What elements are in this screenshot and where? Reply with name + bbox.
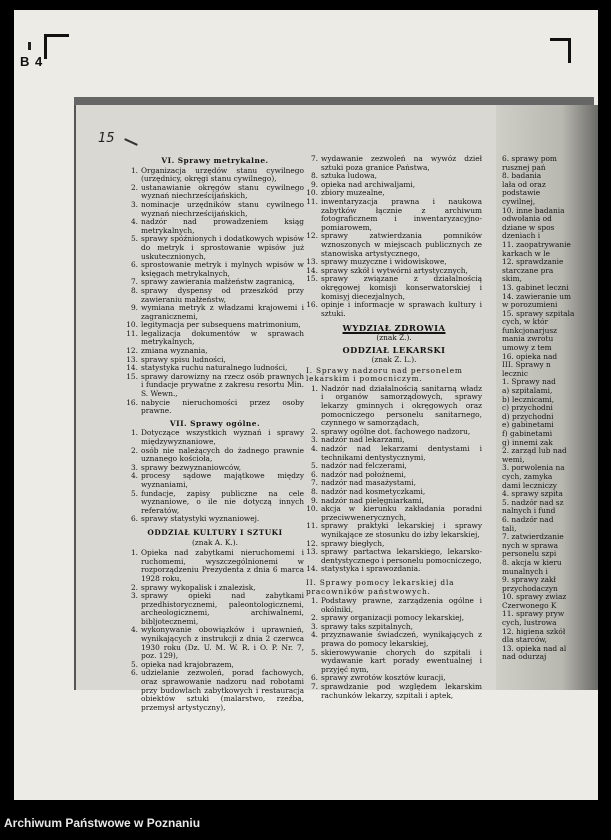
item-number: 7. (310, 154, 318, 163)
item-text: statystyka i sprawozdania. (321, 564, 421, 574)
fragment-line: 7. zatwierdzanie (502, 532, 564, 542)
item-text: skierowywanie chorych do szpitali i wydawanie kart porady ewentualnej i przyjęć nym, (321, 647, 482, 674)
item-text: nadzór nad położnemi, (321, 469, 407, 479)
item-text: opieka nad archiwaljami, (321, 179, 416, 189)
item-number: 6. (130, 514, 138, 524)
fragment-line: cych, zamyka (502, 471, 553, 481)
list-item (126, 549, 304, 583)
handwritten-number: 15 (98, 131, 115, 146)
fragment-line: 11. zaopatrywanie (502, 239, 571, 249)
fragment-line: 8. badania (502, 171, 542, 181)
archive-footer (0, 812, 611, 840)
item-text: nadzór nad lekarzami, (321, 435, 405, 445)
item-number: 5. (130, 234, 138, 244)
fragment-line: starczane pra (502, 265, 554, 275)
corner-mark-top-right (550, 38, 571, 63)
fragment-line: rusznej pań (502, 162, 546, 172)
item-text: wydawanie zezwoleń na wywóz dzieł sztuki poza granice Państwa, (321, 154, 482, 172)
column-3-fragment (502, 155, 602, 662)
list-item (306, 649, 482, 675)
fragment-line: odwołania od (502, 214, 552, 224)
item-number: 6. (310, 469, 318, 479)
list-item (126, 373, 304, 399)
item-text: sprawy taks szpitalnych, (321, 621, 414, 631)
fragment-line: 16. opieka nad (502, 351, 558, 361)
list-metrykalne (126, 167, 304, 416)
item-number: 15. (306, 274, 318, 284)
list-item (306, 548, 482, 565)
item-number: 1. (130, 428, 138, 438)
item-text: sprostowanie metryk i mylnych wpisów w księgach metrykalnych, (141, 260, 304, 278)
item-text: sprawy wykopalisk i znalezisk, (141, 582, 256, 592)
list-kultury (126, 549, 304, 712)
list-item (306, 631, 482, 648)
item-text: nadzór nad masażystami, (321, 478, 416, 488)
item-number: 4. (310, 444, 318, 453)
list-item (126, 235, 304, 261)
item-text: ustanawianie okręgów stanu cywilnego wyznań niechrześcijańskich, (141, 182, 304, 201)
item-number: 3. (130, 462, 138, 472)
fragment-line: munalnych i (502, 566, 548, 576)
section-sub-lekarski: (znak Z. L.). (371, 355, 417, 365)
item-text: sprawy statystyki wyznaniowej. (141, 514, 260, 524)
item-number: 1. (310, 596, 318, 606)
list-item (126, 330, 304, 347)
fragment-line: dzeniach i (502, 231, 541, 241)
item-number: 9. (310, 495, 318, 505)
list-ogolne (126, 429, 304, 524)
list-item (126, 515, 304, 524)
item-text: sztuka ludowa, (321, 171, 378, 181)
item-number: 2. (130, 182, 138, 192)
item-number: 15. (126, 371, 138, 381)
item-text: sprawy spóźnionych i dodatkowych wpisów do metryk i sprostowanie wpisów już uskutecznionych, (141, 234, 304, 261)
item-number: 2. (310, 613, 318, 623)
item-text: udzielanie zezwoleń, porad fachowych, oraz sprawowanie nadzoru nad robotami przy budowlach zabytkowych i restauracja obiektów sztuki (malarstwo, rzeźba, przemysł artystyczny), (141, 668, 304, 712)
fragment-line: skim, (502, 274, 522, 284)
list-item (306, 522, 482, 539)
corner-mark-top-left (44, 34, 69, 59)
list-item (306, 155, 482, 172)
item-text: nominacje urzędników stanu cywilnego wyznań niechrześcijańskich, (141, 199, 304, 218)
fragment-line: cywilnej, (502, 196, 536, 206)
item-number: 3. (130, 591, 138, 601)
fragment-line: dla starców, (502, 635, 547, 645)
margin-mark: B 4 (20, 54, 44, 69)
fragment-line: 6. nadzór nad (502, 514, 554, 524)
fragment-line: 5. nadzór nad sz (502, 497, 564, 507)
item-text: inwentaryzacja prawna i naukowa zabytków łącznie z archiwum fotograficznem i inwentaryzacyjno-pomiarowem, (321, 196, 482, 232)
item-number: 6. (130, 260, 138, 270)
item-number: 10. (126, 320, 138, 330)
item-text: nadzór nad lekarzami dentystami i technikami dentystycznymi, (321, 444, 482, 462)
list-pomocy (306, 597, 482, 700)
item-number: 7. (310, 478, 318, 488)
list-item (306, 301, 482, 318)
fragment-line: 4. sprawy szpita (502, 489, 563, 499)
list-nadzor (306, 385, 482, 574)
fragment-line: cych, lustrowa (502, 618, 557, 628)
list-item (126, 184, 304, 201)
fragment-line: nad odurzaj (502, 652, 547, 662)
item-number: 2. (310, 426, 318, 436)
item-text: sprawy muzyczne i widowiskowe, (321, 257, 447, 267)
item-text: nadzór nad pielęgniarkami, (321, 495, 424, 505)
list-item (306, 565, 482, 574)
item-text: sprawy spisu ludności, (141, 354, 226, 364)
item-text: sprawy organizacji pomocy lekarskiej, (321, 613, 465, 623)
item-number: 12. (126, 346, 138, 356)
document-page (74, 105, 596, 712)
item-text: legitymacja per subsequens matrimonium, (141, 320, 301, 330)
item-text: opieka nad krajobrazem, (141, 659, 234, 669)
section-title-ogolne: VII. Sprawy ogólne. (169, 418, 261, 428)
item-number: 5. (130, 488, 138, 498)
item-text: wykonywanie obowiązków i uprawnień, wynikających z instrukcji z dnia 2 czerwca 1930 roku (Dz. U. M. W. R. i O. P. Nr. 7, poz. 129), (141, 625, 304, 661)
fragment-line: cych, w któr (502, 317, 549, 327)
item-number: 12. (306, 538, 318, 548)
fragment-line: mania zwrotu (502, 334, 554, 344)
fragment-line: 11. sprawy pryw (502, 609, 565, 619)
item-text: sprawy praktyki lekarskiej i sprawy wynikające ze stosunku do izby lekarskiej, (321, 521, 482, 539)
section-title-zdrowia: WYDZIAŁ ZDROWIA (342, 323, 446, 334)
column-2 (306, 155, 482, 700)
item-number: 8. (310, 171, 318, 181)
fragment-line: wemi, (502, 454, 525, 464)
fragment-line: funkcjonarjusz (502, 325, 558, 335)
item-text: wymiana metryk z władzami krajowemi i zagranicznemi, (141, 303, 304, 321)
item-number: 2. (130, 445, 138, 455)
fragment-line: dami leczniczy (502, 480, 557, 490)
list-item (126, 201, 304, 218)
list-item (306, 385, 482, 428)
list-item (126, 669, 304, 712)
item-number: 1. (130, 548, 138, 558)
list-item (306, 445, 482, 462)
item-text: procesy sądowe majątkowe między wyznaniami, (141, 471, 304, 489)
item-number: 12. (306, 231, 318, 241)
fragment-line: b) lecznicami, (502, 394, 555, 404)
section-sub-zdrowia: (znak Z.). (376, 332, 412, 342)
list-item (306, 198, 482, 232)
item-number: 16. (126, 397, 138, 407)
list-item (126, 167, 304, 184)
item-number: 11. (306, 196, 318, 206)
item-number: 3. (130, 199, 138, 209)
fragment-line: personelu szpi (502, 549, 557, 559)
item-number: 7. (130, 277, 138, 287)
section-title-metrykalne: VI. Sprawy metrykalne. (161, 156, 269, 165)
fragment-line: a) szpitalami, (502, 386, 553, 396)
item-text: statystyka ruchu naturalnego ludności, (141, 363, 288, 373)
item-number: 13. (306, 257, 318, 267)
fragment-line: podstawie (502, 188, 541, 198)
item-text: sprawy szkół i wytwórni artystycznych, (321, 265, 468, 275)
scan-edge (598, 10, 611, 800)
item-text: akcja w kierunku zakładania poradni przeciwwenerycznych, (321, 504, 482, 522)
fragment-line: lecznic (502, 368, 529, 378)
handwritten-mark (124, 138, 138, 146)
fragment-line: III. Sprawy n (502, 360, 551, 370)
item-text: nadzór nad kosmetyczkami, (321, 486, 426, 496)
registration-tick (28, 42, 31, 50)
column-1 (126, 155, 304, 712)
item-text: przyznawanie świadczeń, wynikających z prawa do pomocy lekarskiej, (321, 630, 482, 649)
item-number: 8. (310, 486, 318, 496)
list-item (306, 275, 482, 301)
fragment-line: umowy z tem (502, 343, 552, 353)
fragment-line: 3. porwolenia na (502, 463, 565, 473)
item-number: 13. (306, 547, 318, 557)
item-text: sprawy biegłych, (321, 538, 385, 548)
item-text: sprawy związane z działalnością okręgowej komisji konserwatorskiej i komisyj diecezjalnych, (321, 274, 482, 301)
item-number: 2. (130, 582, 138, 592)
item-number: 7. (310, 682, 318, 692)
list-item (126, 429, 304, 446)
fragment-line: 13. gabinet leczni (502, 282, 569, 292)
item-text: sprawdzanie pod względem lekarskim rachunków lekarzy, szpitali i aptek, (321, 682, 482, 700)
item-text: sprawy zwrotów kosztów kuracji, (321, 673, 446, 683)
fragment-line: 14. zawieranie um (502, 291, 572, 301)
fragment-line: dziane w spos (502, 222, 555, 232)
fragment-line: e) gabinetami (502, 420, 554, 430)
list-item (126, 490, 304, 516)
item-text: nabycie nieruchomości przez osoby prawne. (141, 397, 304, 416)
fragment-line: 15. sprawy szpitala (502, 308, 575, 318)
item-number: 5. (130, 659, 138, 669)
item-text: sprawy bezwyznaniowców, (141, 462, 242, 472)
list-item (126, 592, 304, 626)
list-item (126, 626, 304, 660)
item-number: 14. (126, 363, 138, 373)
item-number: 16. (306, 300, 318, 310)
list-item (306, 232, 482, 258)
section-sub-kultury: (znak A. K.). (192, 537, 238, 547)
item-number: 4. (130, 471, 138, 481)
item-text: zmiana wyznania, (141, 346, 208, 356)
list-item (306, 505, 482, 522)
fragment-line: przychodaczyn (502, 583, 558, 593)
item-number: 14. (306, 265, 318, 275)
item-number: 4. (130, 217, 138, 227)
item-number: 6. (130, 668, 138, 678)
item-number: 9. (310, 179, 318, 189)
fragment-line: tali, (502, 523, 517, 533)
fragment-line: 10. inne badania (502, 205, 565, 215)
item-text: nadzór nad prowadzeniem ksiąg metrykalnych, (141, 217, 304, 235)
section-title-kultury: ODDZIAŁ KULTURY I SZTUKI (147, 527, 283, 537)
fragment-line: 12. sprawdzanie (502, 257, 564, 267)
item-text: sprawy opieki nad zabytkami przedhistorycznemi, paleontologicznemi, archeologicznemi, archiwalnemi, bibljotecznemi, (141, 591, 304, 626)
fragment-line: 8. akcja w kieru (502, 557, 562, 567)
item-text: zbiory muzealne, (321, 188, 385, 198)
fragment-line: d) przychodni (502, 411, 554, 421)
item-text: sprawy dyspensy od przeszkód przy zawieraniu małżeństw, (141, 285, 304, 304)
archive-name: Archiwum Państwowe w Poznaniu (4, 816, 201, 830)
item-text: Dotyczące wszystkich wyznań i sprawy międzywyznaniowe, (141, 428, 304, 446)
list-item (126, 304, 304, 321)
item-number: 10. (306, 504, 318, 514)
fragment-line: w porozumieni (502, 300, 558, 310)
item-text: fundacje, zapisy publiczne na cele wyznaniowe, o ile nie dotyczą innych referatów, (141, 488, 304, 515)
item-text: osób nie należących do żadnego prawnie uznanego kościoła, (141, 445, 304, 464)
item-text: sprawy partactwa lekarskiego, lekarsko-dentystycznego i personelu pomocniczego, (321, 547, 482, 565)
list-kultury-cont (306, 155, 482, 318)
list-item (306, 597, 482, 614)
item-text: sprawy darowizny na rzecz osób prawnych i fundacje prywatne z zakresu resortu Min. S. Wewn., (141, 371, 304, 399)
fragment-line: Czerwonego K (502, 600, 557, 610)
list-item (126, 399, 304, 416)
item-number: 8. (130, 285, 138, 295)
fragment-line: f) gabinetami (502, 429, 553, 438)
item-number: 6. (310, 673, 318, 683)
list-item (126, 287, 304, 304)
fragment-line: 6. sprawy pom (502, 154, 557, 163)
section-title-pomocy: II. Sprawy pomocy lekarskiej dla pracowników państwowych. (306, 577, 455, 596)
item-number: 4. (310, 630, 318, 640)
item-text: opinje i informacje w sprawach kultury i sztuki. (321, 300, 482, 318)
item-text: Organizacja urzędów stanu cywilnego (urzędnicy, okręgi stanu cywilnego), (141, 165, 304, 184)
list-item (126, 261, 304, 278)
list-item (126, 218, 304, 235)
item-text: Nadzór nad działalnością sanitarną władz i organów samorządowych, sprawy lekarzy gminnych i okręgowych oraz pomocniczego personelu sanitarnego, czynnego w samorządach, (321, 383, 482, 428)
item-number: 9. (130, 303, 138, 313)
list-item (126, 472, 304, 489)
fragment-line: c) przychodni (502, 403, 553, 413)
fragment-line: nalnych i fund (502, 506, 556, 516)
item-text: Podstawy prawne, zarządzenia ogólne i okólniki, (321, 596, 482, 614)
item-number: 11. (126, 328, 138, 338)
fragment-line: karkach w le (502, 248, 550, 258)
item-number: 5. (310, 461, 318, 471)
fragment-line: 13. opieka nad al (502, 643, 567, 653)
item-number: 4. (130, 625, 138, 635)
item-text: sprawy zatwierdzania pomników wznoszonych w miejscach publicznych ze stanowiska artystycznego, (321, 231, 482, 258)
item-text: Opieka nad zabytkami nieruchomemi i ruchomemi, wyszczególnionemi w rozporządzeniu Prezydenta z dnia 6 marca 1928 roku, (141, 548, 304, 583)
item-number: 11. (306, 521, 318, 531)
item-number: 14. (306, 564, 318, 574)
item-text: sprawy ogólne dot. fachowego nadzoru, (321, 426, 471, 436)
list-item (126, 447, 304, 464)
fragment-line: 9. sprawy zakł (502, 575, 556, 585)
fragment-line: 1. Sprawy nad (502, 377, 556, 387)
fragment-line: 12. higiena szkół (502, 626, 566, 636)
item-number: 5. (310, 647, 318, 657)
fragment-line: g) innemi zak (502, 437, 553, 447)
item-text: nadzór nad felczerami, (321, 461, 407, 471)
section-title-nadzor: I. Sprawy nadzoru nad personelem lekarskim i pomocniczym. (306, 365, 463, 384)
list-item (306, 683, 482, 700)
item-number: 1. (310, 383, 318, 393)
item-number: 3. (310, 621, 318, 631)
fragment-line: nych w sprawa (502, 540, 559, 550)
item-number: 1. (130, 165, 138, 175)
section-title-lekarski: ODDZIAŁ LEKARSKI (342, 345, 446, 356)
item-number: 10. (306, 188, 318, 198)
fragment-line: lała od oraz (502, 179, 546, 189)
item-text: legalizacja dokumentów w sprawach metrykalnych, (141, 328, 304, 347)
item-text: sprawy zawierania małżeństw zagranicą, (141, 277, 295, 287)
fragment-line: 2. zarząd lub nad (502, 446, 567, 456)
item-number: 3. (310, 435, 318, 445)
item-number: 13. (126, 354, 138, 364)
fragment-line: 10. sprawy zwiaz (502, 592, 567, 602)
